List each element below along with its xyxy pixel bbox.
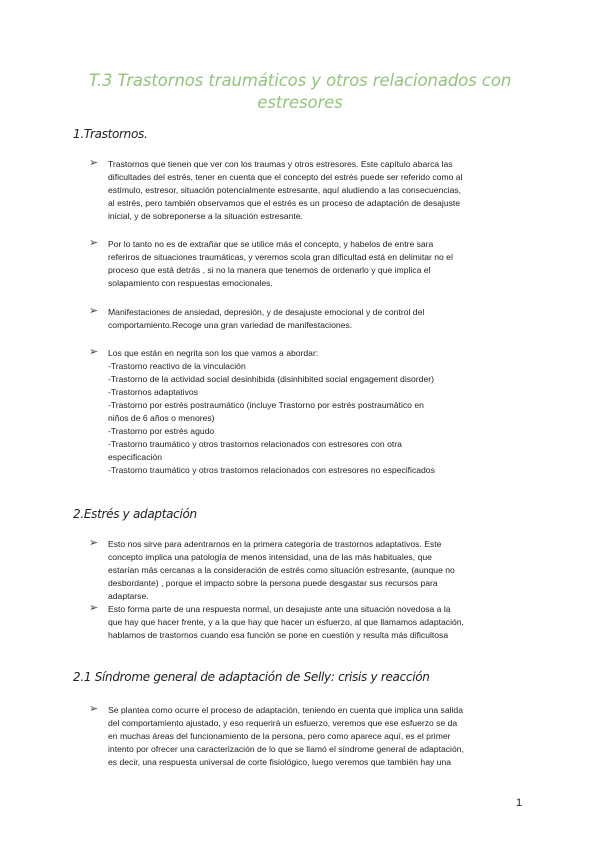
- bullet-arrow-icon: ➢: [89, 703, 99, 715]
- page-number: 1: [516, 797, 523, 809]
- paragraph-1-3: [108, 306, 528, 332]
- text-line: -Trastorno por estrés postraumático (incluye Trastorno por estrés postraumático en: [108, 400, 424, 410]
- text-line: estarían más cercanas a la consideración de estrés como situación estresante, (aunque no: [108, 565, 455, 575]
- text-line: hablamos de trastornos cuando esa función se pone en cuestión y resulta más dificultosa: [108, 630, 449, 640]
- text-line: dificultades del estrés, tener en cuenta que el concepto del estrés puede ser referido como al: [108, 172, 463, 182]
- text-line: -Trastorno por estrés agudo: [108, 426, 215, 436]
- title-line-2: estresores: [257, 93, 343, 112]
- paragraph-3-1: [108, 704, 528, 769]
- text-line: -Trastorno reactivo de la vinculación: [108, 361, 246, 371]
- bullet-arrow-icon: ➢: [89, 346, 99, 358]
- text-line: Se plantea como ocurre el proceso de adaptación, teniendo en cuenta que implica una salida: [108, 705, 463, 715]
- bullet-arrow-icon: ➢: [89, 305, 99, 317]
- text-line: -Trastorno traumático y otros trastornos relacionados con estresores con otra: [108, 439, 402, 449]
- bullet-arrow-icon: ➢: [89, 157, 99, 169]
- text-line: en muchas áreas del funcionamiento de la persona, pero como aparece aquí, es el primer: [108, 731, 451, 741]
- paragraph-2-1: [108, 538, 528, 603]
- text-line: intento por ofrecer una caracterización de lo que se llamó el síndrome general de adaptación,: [108, 744, 464, 754]
- text-line: referiros de situaciones traumáticas, y veremos scola gran dificultad está en delimitar no el: [108, 252, 453, 262]
- page-title: [60, 70, 540, 114]
- text-line: del comportamiento ajustado, y eso requerirá un esfuerzo, veremos que ese esfuerzo se da: [108, 718, 458, 728]
- text-line: comportamiento.Recoge una gran variedad de manifestaciones.: [108, 320, 353, 330]
- text-line: Esto forma parte de una respuesta normal, un desajuste ante una situación novedosa a la: [108, 604, 451, 614]
- text-line: adaptarse.: [108, 591, 149, 601]
- text-line: -Trastorno traumático y otros trastornos relacionados con estresores no especificados: [108, 465, 435, 475]
- text-line: solapamiento con respuestas emocionales.: [108, 278, 273, 288]
- paragraph-2-2: [108, 603, 528, 642]
- text-line: concepto implica una patología de menos intensidad, una de las más habituales, que: [108, 552, 432, 562]
- text-line: -Trastornos adaptativos: [108, 387, 198, 397]
- bullet-arrow-icon: ➢: [89, 602, 99, 614]
- section-heading-estres: 2.Estrés y adaptación: [73, 507, 197, 521]
- text-line: inicial, y de sobreponerse a la situación estresante.: [108, 211, 303, 221]
- text-line: Los que están en negrita son los que vamos a abordar:: [108, 348, 319, 358]
- section-heading-trastornos: 1.Trastornos.: [73, 127, 148, 141]
- text-line: desbordante) , porque el impacto sobre la persona puede desgastar sus recursos para: [108, 578, 438, 588]
- text-line: Por lo tanto no es de extrañar que se utilice más el concepto, y habelos de entre sara: [108, 239, 434, 249]
- text-line: proceso que está detrás , si no la manera que tenemos de ordenarlo y que implica el: [108, 265, 431, 275]
- section-heading-sindrome: 2.1 Síndrome general de adaptación de Selly: crisis y reacción: [73, 670, 430, 684]
- text-line: Manifestaciones de ansiedad, depresión, y de desajuste emocional y de control del: [108, 307, 425, 317]
- title-line-1: T.3 Trastornos traumáticos y otros relacionados con: [88, 71, 512, 90]
- text-line: Trastornos que tienen que ver con los traumas y otros estresores. Este capítulo abarca las: [108, 159, 453, 169]
- paragraph-1-1: [108, 158, 528, 223]
- text-line: que hay que hacer frente, y a la que hay que hacer un esfuerzo, al que llamamos adaptación,: [108, 617, 464, 627]
- paragraph-1-2: [108, 238, 528, 290]
- text-line: al estrés, pero también observamos que el estrés es un proceso de adaptación de desajuste: [108, 198, 461, 208]
- text-line: niños de 6 años o menores): [108, 413, 215, 423]
- text-line: Esto nos sirve para adentrarnos en la primera categoría de trastornos adaptativos. Este: [108, 539, 442, 549]
- text-line: especificación: [108, 452, 162, 462]
- text-line: estímulo, estresor, situación potencialmente estresante, aquí aludiendo a las consecuencias,: [108, 185, 462, 195]
- bullet-arrow-icon: ➢: [89, 237, 99, 249]
- paragraph-1-4: [108, 347, 528, 477]
- text-line: es decir, una respuesta universal de corte fisiológico, luego veremos que también hay una: [108, 757, 451, 767]
- text-line: -Trastorno de la actividad social desinhibida (disinhibited social engagement disorder): [108, 374, 434, 384]
- bullet-arrow-icon: ➢: [89, 537, 99, 549]
